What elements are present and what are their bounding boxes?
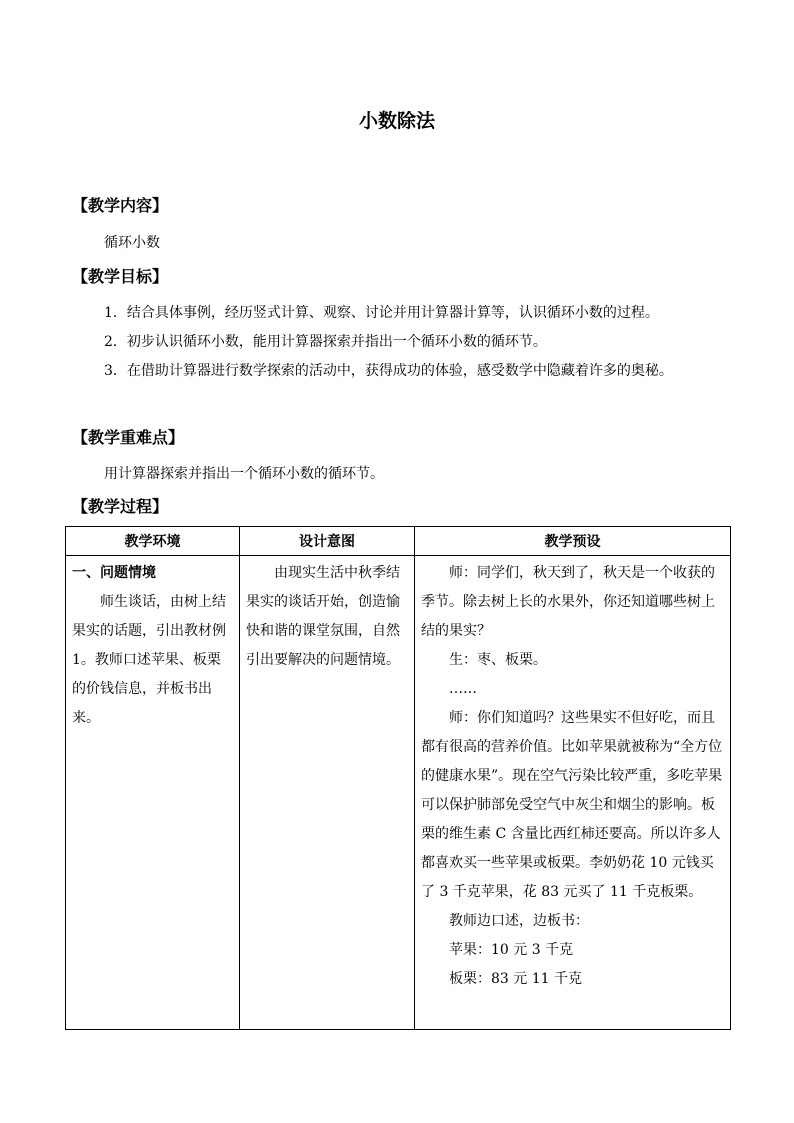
plan-paragraph: 板栗：83 元 11 千克 <box>449 971 582 987</box>
heading-teaching-goals: 【教学目标】 <box>72 267 169 286</box>
environment-text: 师生谈话，由树上结果实的话题，引出教材例 1。教师口述苹果、板栗的价钱信息，并板书出来。 <box>72 594 226 726</box>
plan-paragraph: 生：枣、板栗。 <box>449 652 547 668</box>
table-row <box>66 556 731 1030</box>
design-intent-text: 由现实生活中秋季结果实的谈话开始，创造愉快和谐的课堂氛围，自然引出要解决的问题情境。 <box>246 565 400 668</box>
goal-item: 2．初步认识循环小数，能用计算器探索并指出一个循环小数的循环节。 <box>104 334 547 350</box>
cell-teaching-plan <box>415 556 731 1030</box>
plan-paragraph: …… <box>449 681 477 697</box>
header-teaching-plan: 教学预设 <box>415 527 731 556</box>
plan-paragraph: 教师边口述，边板书： <box>449 913 589 929</box>
section-title: 一、问题情境 <box>72 565 156 581</box>
cell-environment <box>66 556 240 1030</box>
teaching-content-text: 循环小数 <box>104 235 160 251</box>
heading-teaching-content: 【教学内容】 <box>72 196 169 215</box>
heading-teaching-process: 【教学过程】 <box>72 497 169 516</box>
document-title: 小数除法 <box>358 110 435 132</box>
heading-key-points: 【教学重难点】 <box>72 428 185 447</box>
cell-design-intent <box>240 556 415 1030</box>
header-environment: 教学环境 <box>66 527 240 556</box>
table-header-row <box>66 527 731 556</box>
goal-item: 1．结合具体事例，经历竖式计算、观察、讨论并用计算器计算等，认识循环小数的过程。 <box>104 305 659 321</box>
plan-paragraph: 师：同学们，秋天到了，秋天是一个收获的季节。除去树上长的水果外，你还知道哪些树上结的果实？ <box>421 565 715 639</box>
process-table <box>65 526 731 1030</box>
plan-paragraph: 师：你们知道吗？这些果实不但好吃，而且都有很高的营养价值。比如苹果就被称为“全方位的健康水果”。现在空气污染比较严重，多吃苹果可以保护肺部免受空气中灰尘和烟尘的影响。板栗的维生素 C 含量比西红柿还要高。所以许多人都喜欢买一些苹果或板栗。李奶奶花 10 元钱买了 3 千克苹果，花 83 元买了 11 千克板栗。 <box>421 710 723 900</box>
key-points-text: 用计算器探索并指出一个循环小数的循环节。 <box>104 466 384 482</box>
plan-paragraph: 苹果：10 元 3 千克 <box>449 942 574 958</box>
goals-list <box>72 299 732 386</box>
header-design-intent: 设计意图 <box>240 527 415 556</box>
goal-item: 3．在借助计算器进行数学探索的活动中，获得成功的体验，感受数学中隐藏着许多的奥秘。 <box>104 363 673 379</box>
